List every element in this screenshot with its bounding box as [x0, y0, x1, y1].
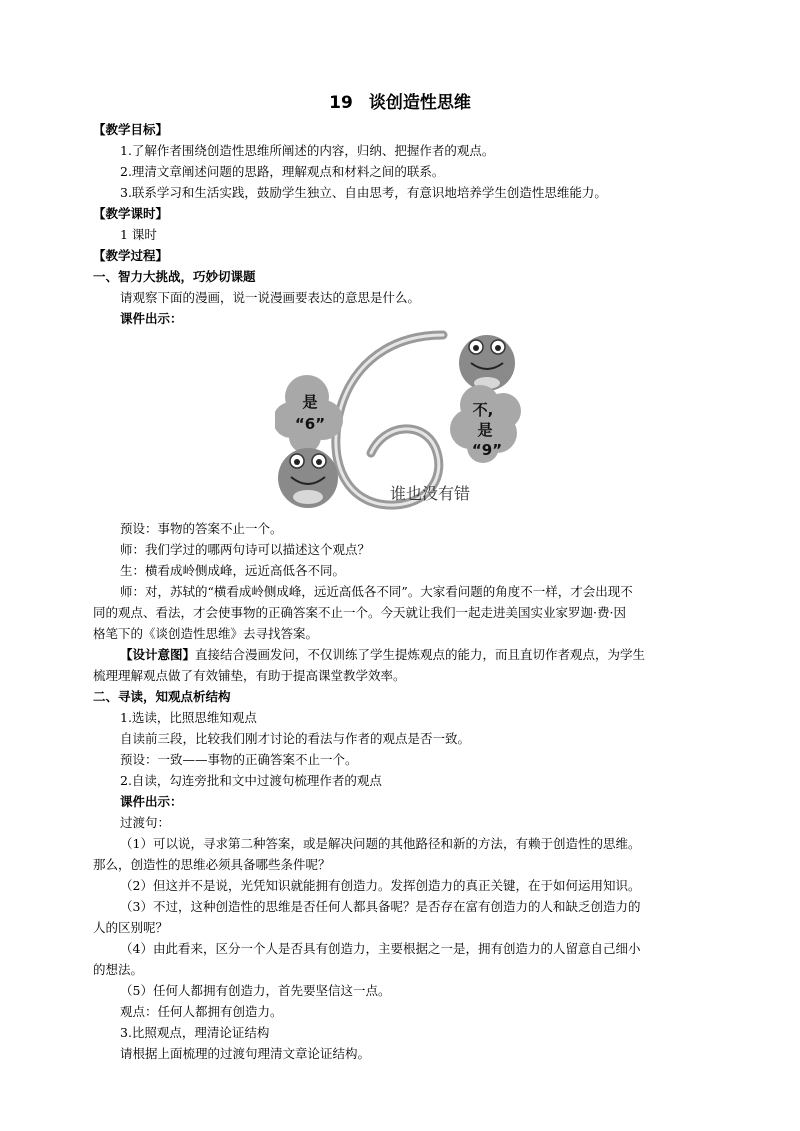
- courseware-label: 课件出示：: [120, 794, 183, 809]
- design-intent: [120, 647, 645, 663]
- transition-label: 过渡句：: [120, 815, 171, 830]
- transition-item: 人的区别呢？: [93, 920, 169, 935]
- goal-item: 1.了解作者围绕创造性思维所阐述的内容，归纳、把握作者的观点。: [120, 143, 495, 158]
- dialogue-line: 师：对，苏轼的“横看成岭侧成峰，远近高低各不同”。大家看问题的角度不一样，才会出现不: [120, 584, 633, 599]
- viewpoint: 观点：任何人都拥有创造力。: [120, 1004, 283, 1019]
- dialogue-line: 同的观点、看法，才会使事物的正确答案不止一个。今天就让我们一起走进美国实业家罗迦·费·因: [93, 605, 626, 620]
- frog-top: [459, 335, 515, 391]
- svg-text:不,: 不,: [472, 401, 494, 419]
- dialogue-line: 师：我们学过的哪两句诗可以描述这个观点？: [120, 542, 371, 557]
- transition-item: （3）不过，这种创造性的思维是否任何人都具备呢？是否存在富有创造力的人和缺乏创造力的: [120, 899, 641, 914]
- svg-text:“9”: “9”: [471, 441, 503, 459]
- hours-text: 1 课时: [120, 227, 157, 242]
- paragraph: 2.自读，勾连旁批和文中过渡句梳理作者的观点: [120, 773, 382, 788]
- goal-item: 3.联系学习和生活实践，鼓励学生独立、自由思考，有意识地培养学生创造性思维能力。: [120, 185, 607, 200]
- design-intent-text: 直接结合漫画发问，不仅训练了学生提炼观点的能力，而且直切作者观点，为学生: [195, 647, 646, 662]
- design-intent-label: 【设计意图】: [120, 647, 196, 662]
- left-bubble-text: 是: [302, 393, 318, 411]
- courseware-label: 课件出示：: [120, 311, 183, 326]
- transition-item: 的想法。: [93, 962, 144, 977]
- cartoon-illustration: [275, 325, 525, 515]
- lesson-number: 19: [329, 93, 353, 113]
- process-heading: 【教学过程】: [93, 248, 169, 263]
- lesson-title: 谈创造性思维: [368, 93, 471, 113]
- transition-item: （4）由此看来，区分一个人是否具有创造力，主要根据之一是，拥有创造力的人留意自己细小: [120, 941, 641, 956]
- paragraph: 请观察下面的漫画，说一说漫画要表达的意思是什么。: [120, 290, 421, 305]
- part2-heading: 二、寻读，知观点析结构: [93, 689, 231, 704]
- transition-item: （2）但这并不是说，光凭知识就能拥有创造力。发挥创造力的真正关键，在于如何运用知识。: [120, 878, 641, 893]
- paragraph: 1.选读，比照思维知观点: [120, 710, 257, 725]
- dialogue-line: 预设：事物的答案不止一个。: [120, 521, 283, 536]
- svg-text:是: 是: [477, 421, 493, 439]
- svg-text:“6”: “6”: [294, 415, 326, 433]
- transition-item: （1）可以说，寻求第二种答案，或是解决问题的其他路径和新的方法，有赖于创造性的思维。: [120, 836, 641, 851]
- dialogue-line: 生：横看成岭侧成峰，远近高低各不同。: [120, 563, 346, 578]
- hours-heading: 【教学课时】: [93, 206, 169, 221]
- paragraph: 自读前三段，比较我们刚才讨论的看法与作者的观点是否一致。: [120, 731, 471, 746]
- paragraph: 3.比照观点，理清论证结构: [120, 1025, 270, 1040]
- paragraph: 预设：一致——事物的正确答案不止一个。: [120, 752, 358, 767]
- part1-heading: 一、智力大挑战，巧妙切课题: [93, 269, 256, 284]
- paragraph: 请根据上面梳理的过渡句理清文章论证结构。: [120, 1046, 371, 1061]
- goals-heading: 【教学目标】: [93, 122, 169, 137]
- page-title: [0, 88, 800, 113]
- transition-item: （5）任何人都拥有创造力，首先要坚信这一点。: [120, 983, 391, 998]
- dialogue-line: 格笔下的《谈创造性思维》去寻找答案。: [93, 626, 319, 641]
- design-intent-text: 梳理理解观点做了有效铺垫，有助于提高课堂教学效率。: [93, 668, 406, 683]
- cartoon-caption: 谁也没有错: [389, 484, 471, 503]
- transition-item: 那么，创造性的思维必须具备哪些条件呢？: [93, 857, 331, 872]
- goal-item: 2.理清文章阐述问题的思路，理解观点和材料之间的联系。: [120, 164, 445, 179]
- frog-bottom: [278, 448, 338, 508]
- right-speech-bubble: [450, 385, 521, 463]
